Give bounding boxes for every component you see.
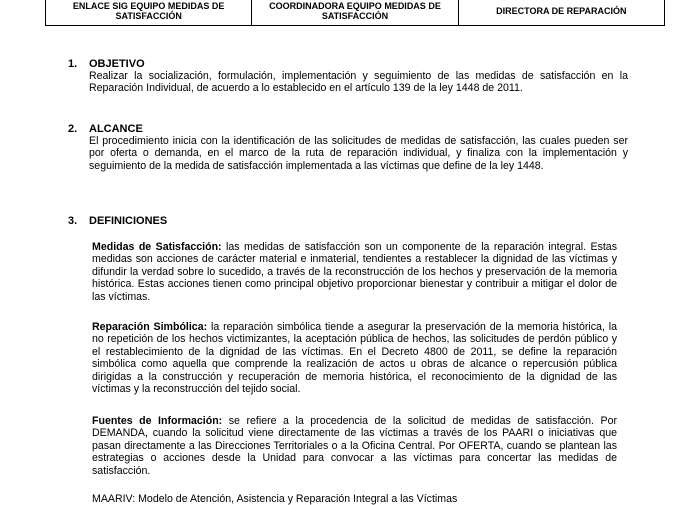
section-objetivo (68, 58, 628, 95)
section-heading (68, 58, 628, 70)
header-cell-coordinadora: COORDINADORA EQUIPO MEDIDAS DE SATISFACCIÓN (252, 0, 458, 26)
signature-header-table (45, 0, 665, 26)
section-text: El procedimiento inicia con la identificación de las solicitudes de medidas de satisfacción, las cuales pueden ser por oferta o demanda, en el marco de la ruta de reparación individual, y finaliza con la implementación y seguimiento de la medida de satisfacción implementada a las víctimas que define de la ley 1448. (89, 135, 628, 172)
section-number: 2. (68, 123, 78, 135)
section-number: 1. (68, 58, 78, 70)
definition-term: Reparación Simbólica: (92, 321, 208, 333)
section-heading (68, 123, 628, 135)
definition-maariv (92, 493, 617, 505)
section-number: 3. (68, 215, 78, 227)
definition-text: se refiere a la procedencia de la solicitud de medidas de satisfacción. Por DEMANDA, cuando la solicitud viene directamente de las víctimas a través de los PAARI o iniciativas que pasan directamente a las Direcciones Territoriales o a la Oficina Central. Por OFERTA, cuando se plantean las estrategias o acciones desde la Unidad para convocar a las víctimas para concertar las medidas de satisfacción. (92, 415, 617, 477)
definition-text: la reparación simbólica tiende a asegurar la preservación de la memoria histórica, la no repetición de los hechos victimizantes, la aceptación pública de hechos, las solicitudes de perdón público y el restablecimiento de la dignidad de las víctimas. En el Decreto 4800 de 2011, se define la reparación simbólica como aquella que comprende la realización de actos u obras de alcance o repercusión pública dirigidas a la construcción y recuperación de memoria histórica, el reconocimiento de la dignidad de las víctimas y la reconstrucción del tejido social. (92, 321, 617, 396)
section-title: ALCANCE (89, 123, 143, 135)
header-cell-directora: DIRECTORA DE REPARACIÓN (458, 0, 664, 26)
definition-reparacion-simbolica (92, 321, 617, 395)
definition-text: MAARIV: Modelo de Atención, Asistencia y Reparación Integral a las Víctimas (92, 493, 458, 505)
section-definiciones (68, 215, 628, 227)
section-heading (68, 215, 628, 227)
section-title: DEFINICIONES (89, 215, 168, 227)
definition-term: Medidas de Satisfacción: (92, 241, 222, 253)
definition-fuentes-informacion (92, 415, 617, 477)
header-row (46, 0, 665, 26)
definition-text: las medidas de satisfacción son un componente de la reparación integral. Estas medidas son acciones de carácter material e inmaterial, tendientes a restablecer la dignidad de las víctimas y difundir la verdad sobre lo sucedido, a través de la reconstrucción de los hechos y preservación de la memoria histórica. Estas acciones tienen como principal objetivo proporcionar bienestar y contribuir a mitigar el dolor de las víctimas. (92, 241, 617, 303)
definition-medidas-satisfaccion (92, 241, 617, 303)
section-title: OBJETIVO (89, 58, 145, 70)
header-cell-enlace: ENLACE SIG EQUIPO MEDIDAS DE SATISFACCIÓN (46, 0, 252, 26)
definition-term: Fuentes de Información: (92, 415, 223, 427)
section-alcance (68, 123, 628, 172)
section-text: Realizar la socialización, formulación, implementación y seguimiento de las medidas de satisfacción en la Reparación Individual, de acuerdo a lo establecido en el artículo 139 de la ley 1448 de 2011. (89, 70, 628, 95)
